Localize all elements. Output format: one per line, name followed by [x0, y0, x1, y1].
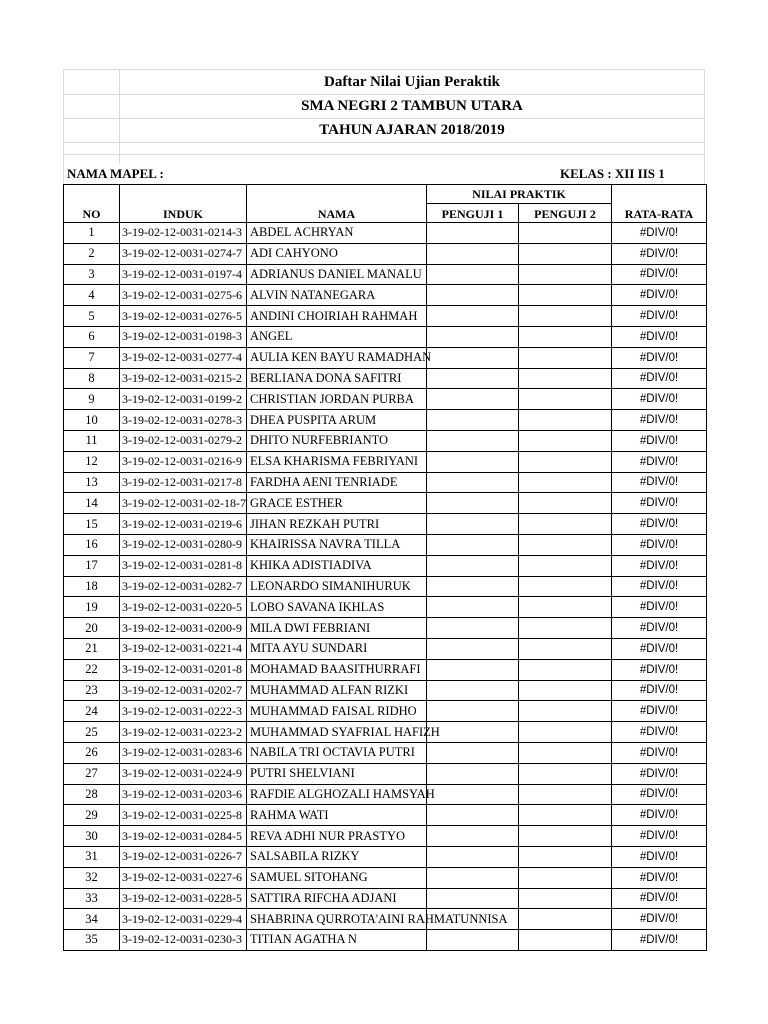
table-row	[64, 638, 707, 659]
row-no: 12	[64, 451, 120, 472]
row-penguji-1[interactable]	[427, 576, 519, 597]
row-penguji-2[interactable]	[519, 264, 612, 285]
row-nama: REVA ADHI NUR PRASTYO	[247, 826, 427, 847]
row-no: 14	[64, 493, 120, 514]
table-row	[64, 514, 707, 535]
row-penguji-2[interactable]	[519, 722, 612, 743]
row-penguji-2[interactable]	[519, 285, 612, 306]
row-penguji-2[interactable]	[519, 555, 612, 576]
row-penguji-2[interactable]	[519, 846, 612, 867]
table-row	[64, 597, 707, 618]
row-nama: JIHAN REZKAH PUTRI	[247, 514, 427, 535]
table-row	[64, 223, 707, 244]
row-no: 18	[64, 576, 120, 597]
row-nama: SHABRINA QURROTA'AINI RAHMATUNNISA	[247, 909, 427, 930]
row-rata: #DIV/0!	[612, 638, 707, 659]
row-rata: #DIV/0!	[612, 285, 707, 306]
row-rata: #DIV/0!	[612, 909, 707, 930]
row-no: 25	[64, 722, 120, 743]
table-row	[64, 659, 707, 680]
info-bar	[63, 164, 705, 184]
row-induk: 3-19-02-12-0031-0225-8	[120, 805, 247, 826]
row-penguji-1[interactable]	[427, 805, 519, 826]
row-induk: 3-19-02-12-0031-0229-4	[120, 909, 247, 930]
row-induk: 3-19-02-12-0031-0227-6	[120, 867, 247, 888]
row-penguji-1[interactable]	[427, 742, 519, 763]
row-rata: #DIV/0!	[612, 389, 707, 410]
row-penguji-1[interactable]	[427, 451, 519, 472]
row-penguji-2[interactable]	[519, 763, 612, 784]
row-rata: #DIV/0!	[612, 347, 707, 368]
kelas-label: KELAS : XII IIS 1	[560, 166, 665, 181]
row-no: 26	[64, 742, 120, 763]
row-rata: #DIV/0!	[612, 514, 707, 535]
row-rata: #DIV/0!	[612, 368, 707, 389]
row-nama: TITIAN AGATHA N	[247, 930, 427, 951]
row-penguji-1[interactable]	[427, 659, 519, 680]
row-no: 27	[64, 763, 120, 784]
row-induk: 3-19-02-12-0031-0276-5	[120, 306, 247, 327]
row-penguji-2[interactable]	[519, 306, 612, 327]
row-no: 20	[64, 618, 120, 639]
row-rata: #DIV/0!	[612, 451, 707, 472]
table-row	[64, 306, 707, 327]
row-nama: CHRISTIAN JORDAN PURBA	[247, 389, 427, 410]
row-no: 17	[64, 555, 120, 576]
row-penguji-1[interactable]	[427, 784, 519, 805]
table-row	[64, 784, 707, 805]
row-induk: 3-19-02-12-0031-0215-2	[120, 368, 247, 389]
row-nama: AULIA KEN BAYU RAMADHAN	[247, 347, 427, 368]
row-no: 35	[64, 930, 120, 951]
row-penguji-2[interactable]	[519, 243, 612, 264]
row-penguji-1[interactable]	[427, 243, 519, 264]
row-rata: #DIV/0!	[612, 659, 707, 680]
row-induk: 3-19-02-12-0031-0217-8	[120, 472, 247, 493]
row-penguji-2[interactable]	[519, 326, 612, 347]
row-penguji-1[interactable]	[427, 410, 519, 431]
row-rata: #DIV/0!	[612, 223, 707, 244]
row-nama: LEONARDO SIMANIHURUK	[247, 576, 427, 597]
row-induk: 3-19-02-12-0031-0216-9	[120, 451, 247, 472]
row-rata: #DIV/0!	[612, 410, 707, 431]
row-induk: 3-19-02-12-0031-02-18-7	[120, 493, 247, 514]
row-induk: 3-19-02-12-0031-0202-7	[120, 680, 247, 701]
table-row	[64, 826, 707, 847]
row-rata: #DIV/0!	[612, 784, 707, 805]
table-row	[64, 763, 707, 784]
row-rata: #DIV/0!	[612, 493, 707, 514]
table-row	[64, 264, 707, 285]
header-penguji-1: PENGUJI 1	[427, 204, 519, 223]
row-no: 24	[64, 701, 120, 722]
row-penguji-1[interactable]	[427, 618, 519, 639]
row-no: 34	[64, 909, 120, 930]
table-row	[64, 576, 707, 597]
row-induk: 3-19-02-12-0031-0275-6	[120, 285, 247, 306]
table-row	[64, 451, 707, 472]
row-induk: 3-19-02-12-0031-0280-9	[120, 534, 247, 555]
row-penguji-1[interactable]	[427, 472, 519, 493]
row-rata: #DIV/0!	[612, 867, 707, 888]
row-induk: 3-19-02-12-0031-0198-3	[120, 326, 247, 347]
grade-table	[63, 184, 707, 951]
table-row	[64, 368, 707, 389]
header-nama: NAMA	[247, 185, 427, 223]
table-row	[64, 326, 707, 347]
row-penguji-2[interactable]	[519, 784, 612, 805]
row-induk: 3-19-02-12-0031-0274-7	[120, 243, 247, 264]
row-penguji-1[interactable]	[427, 597, 519, 618]
row-penguji-2[interactable]	[519, 597, 612, 618]
table-row	[64, 867, 707, 888]
row-no: 15	[64, 514, 120, 535]
row-nama: BERLIANA DONA SAFITRI	[247, 368, 427, 389]
row-nama: MUHAMMAD ALFAN RIZKI	[247, 680, 427, 701]
row-induk: 3-19-02-12-0031-0199-2	[120, 389, 247, 410]
row-rata: #DIV/0!	[612, 722, 707, 743]
table-row	[64, 805, 707, 826]
row-penguji-1[interactable]	[427, 701, 519, 722]
row-induk: 3-19-02-12-0031-0197-4	[120, 264, 247, 285]
row-penguji-1[interactable]	[427, 223, 519, 244]
row-induk: 3-19-02-12-0031-0201-8	[120, 659, 247, 680]
row-penguji-2[interactable]	[519, 410, 612, 431]
table-row	[64, 555, 707, 576]
row-penguji-2[interactable]	[519, 638, 612, 659]
row-induk: 3-19-02-12-0031-0277-4	[120, 347, 247, 368]
row-nama: DHEA PUSPITA ARUM	[247, 410, 427, 431]
row-penguji-2[interactable]	[519, 223, 612, 244]
row-no: 7	[64, 347, 120, 368]
header-rata: RATA-RATA	[612, 185, 707, 223]
header-nilai-praktik: NILAI PRAKTIK	[427, 185, 612, 204]
row-no: 19	[64, 597, 120, 618]
row-penguji-2[interactable]	[519, 514, 612, 535]
row-no: 21	[64, 638, 120, 659]
row-no: 30	[64, 826, 120, 847]
row-penguji-1[interactable]	[427, 285, 519, 306]
row-nama: MITA AYU SUNDARI	[247, 638, 427, 659]
row-no: 23	[64, 680, 120, 701]
row-induk: 3-19-02-12-0031-0220-5	[120, 597, 247, 618]
row-induk: 3-19-02-12-0031-0223-2	[120, 722, 247, 743]
row-induk: 3-19-02-12-0031-0226-7	[120, 846, 247, 867]
row-no: 10	[64, 410, 120, 431]
table-row	[64, 243, 707, 264]
row-induk: 3-19-02-12-0031-0203-6	[120, 784, 247, 805]
row-rata: #DIV/0!	[612, 243, 707, 264]
row-penguji-2[interactable]	[519, 534, 612, 555]
row-induk: 3-19-02-12-0031-0279-2	[120, 430, 247, 451]
header-penguji-2: PENGUJI 2	[519, 204, 612, 223]
row-penguji-2[interactable]	[519, 659, 612, 680]
row-penguji-1[interactable]	[427, 638, 519, 659]
row-penguji-2[interactable]	[519, 368, 612, 389]
row-penguji-1[interactable]	[427, 826, 519, 847]
row-rata: #DIV/0!	[612, 264, 707, 285]
row-no: 16	[64, 534, 120, 555]
student-rows	[64, 223, 707, 951]
table-row	[64, 389, 707, 410]
row-rata: #DIV/0!	[612, 826, 707, 847]
row-no: 28	[64, 784, 120, 805]
table-row	[64, 909, 707, 930]
row-induk: 3-19-02-12-0031-0219-6	[120, 514, 247, 535]
row-penguji-2[interactable]	[519, 826, 612, 847]
table-row	[64, 701, 707, 722]
row-nama: RAHMA WATI	[247, 805, 427, 826]
row-nama: GRACE ESTHER	[247, 493, 427, 514]
row-penguji-1[interactable]	[427, 846, 519, 867]
row-rata: #DIV/0!	[612, 618, 707, 639]
row-penguji-2[interactable]	[519, 742, 612, 763]
row-penguji-1[interactable]	[427, 534, 519, 555]
row-nama: ANGEL	[247, 326, 427, 347]
row-rata: #DIV/0!	[612, 555, 707, 576]
table-row	[64, 534, 707, 555]
title-line-1: Daftar Nilai Ujian Peraktik	[324, 74, 500, 90]
row-induk: 3-19-02-12-0031-0284-5	[120, 826, 247, 847]
row-penguji-2[interactable]	[519, 430, 612, 451]
table-row	[64, 618, 707, 639]
row-penguji-1[interactable]	[427, 326, 519, 347]
row-penguji-2[interactable]	[519, 451, 612, 472]
row-nama: MOHAMAD BAASITHURRAFI	[247, 659, 427, 680]
row-induk: 3-19-02-12-0031-0221-4	[120, 638, 247, 659]
row-rata: #DIV/0!	[612, 430, 707, 451]
grade-sheet	[63, 69, 705, 951]
row-nama: LOBO SAVANA IKHLAS	[247, 597, 427, 618]
row-nama: NABILA TRI OCTAVIA PUTRI	[247, 742, 427, 763]
title-line-3: TAHUN AJARAN 2018/2019	[319, 122, 505, 138]
table-row	[64, 680, 707, 701]
row-nama: RAFDIE ALGHOZALI HAMSYAH	[247, 784, 427, 805]
row-no: 1	[64, 223, 120, 244]
row-no: 9	[64, 389, 120, 410]
row-induk: 3-19-02-12-0031-0214-3	[120, 223, 247, 244]
table-row	[64, 888, 707, 909]
row-penguji-2[interactable]	[519, 347, 612, 368]
row-penguji-2[interactable]	[519, 618, 612, 639]
row-penguji-1[interactable]	[427, 888, 519, 909]
row-induk: 3-19-02-12-0031-0230-3	[120, 930, 247, 951]
row-rata: #DIV/0!	[612, 306, 707, 327]
row-penguji-1[interactable]	[427, 555, 519, 576]
title-block	[63, 69, 705, 164]
row-no: 2	[64, 243, 120, 264]
row-no: 11	[64, 430, 120, 451]
row-nama: DHITO NURFEBRIANTO	[247, 430, 427, 451]
row-penguji-1[interactable]	[427, 430, 519, 451]
table-row	[64, 846, 707, 867]
row-rata: #DIV/0!	[612, 597, 707, 618]
row-nama: SATTIRA RIFCHA ADJANI	[247, 888, 427, 909]
row-penguji-1[interactable]	[427, 347, 519, 368]
row-induk: 3-19-02-12-0031-0200-9	[120, 618, 247, 639]
row-nama: MUHAMMAD SYAFRIAL HAFIZH	[247, 722, 427, 743]
row-induk: 3-19-02-12-0031-0224-9	[120, 763, 247, 784]
title-line-2: SMA NEGRI 2 TAMBUN UTARA	[301, 98, 523, 114]
row-nama: ALVIN NATANEGARA	[247, 285, 427, 306]
row-induk: 3-19-02-12-0031-0222-3	[120, 701, 247, 722]
row-nama: ABDEL ACHRYAN	[247, 223, 427, 244]
row-nama: KHAIRISSA NAVRA TILLA	[247, 534, 427, 555]
row-penguji-2[interactable]	[519, 888, 612, 909]
row-penguji-1[interactable]	[427, 493, 519, 514]
row-rata: #DIV/0!	[612, 701, 707, 722]
row-induk: 3-19-02-12-0031-0228-5	[120, 888, 247, 909]
row-no: 32	[64, 867, 120, 888]
row-penguji-2[interactable]	[519, 472, 612, 493]
row-no: 29	[64, 805, 120, 826]
row-rata: #DIV/0!	[612, 472, 707, 493]
row-rata: #DIV/0!	[612, 930, 707, 951]
row-rata: #DIV/0!	[612, 534, 707, 555]
row-no: 31	[64, 846, 120, 867]
row-rata: #DIV/0!	[612, 805, 707, 826]
table-row	[64, 472, 707, 493]
row-no: 5	[64, 306, 120, 327]
table-row	[64, 410, 707, 431]
table-row	[64, 742, 707, 763]
row-nama: ANDINI CHOIRIAH RAHMAH	[247, 306, 427, 327]
row-penguji-1[interactable]	[427, 389, 519, 410]
row-nama: MILA DWI FEBRIANI	[247, 618, 427, 639]
row-no: 6	[64, 326, 120, 347]
table-row	[64, 930, 707, 951]
row-no: 8	[64, 368, 120, 389]
row-nama: ELSA KHARISMA FEBRIYANI	[247, 451, 427, 472]
row-rata: #DIV/0!	[612, 326, 707, 347]
row-no: 4	[64, 285, 120, 306]
row-rata: #DIV/0!	[612, 888, 707, 909]
row-penguji-2[interactable]	[519, 680, 612, 701]
row-nama: KHIKA ADISTIADIVA	[247, 555, 427, 576]
row-nama: FARDHA AENI TENRIADE	[247, 472, 427, 493]
row-no: 13	[64, 472, 120, 493]
row-nama: ADI CAHYONO	[247, 243, 427, 264]
row-rata: #DIV/0!	[612, 576, 707, 597]
row-nama: SALSABILA RIZKY	[247, 846, 427, 867]
row-penguji-2[interactable]	[519, 701, 612, 722]
row-no: 33	[64, 888, 120, 909]
row-penguji-2[interactable]	[519, 867, 612, 888]
row-induk: 3-19-02-12-0031-0282-7	[120, 576, 247, 597]
row-induk: 3-19-02-12-0031-0281-8	[120, 555, 247, 576]
row-rata: #DIV/0!	[612, 763, 707, 784]
row-penguji-1[interactable]	[427, 722, 519, 743]
row-nama: ADRIANUS DANIEL MANALU	[247, 264, 427, 285]
row-no: 3	[64, 264, 120, 285]
row-penguji-2[interactable]	[519, 493, 612, 514]
row-penguji-1[interactable]	[427, 763, 519, 784]
table-row	[64, 722, 707, 743]
row-penguji-2[interactable]	[519, 389, 612, 410]
row-penguji-1[interactable]	[427, 867, 519, 888]
row-rata: #DIV/0!	[612, 742, 707, 763]
row-rata: #DIV/0!	[612, 680, 707, 701]
row-penguji-1[interactable]	[427, 514, 519, 535]
row-induk: 3-19-02-12-0031-0283-6	[120, 742, 247, 763]
row-penguji-1[interactable]	[427, 306, 519, 327]
row-rata: #DIV/0!	[612, 846, 707, 867]
table-row	[64, 430, 707, 451]
table-row	[64, 347, 707, 368]
table-row	[64, 493, 707, 514]
row-induk: 3-19-02-12-0031-0278-3	[120, 410, 247, 431]
row-penguji-2[interactable]	[519, 805, 612, 826]
row-penguji-1[interactable]	[427, 930, 519, 951]
row-penguji-1[interactable]	[427, 264, 519, 285]
mapel-label: NAMA MAPEL :	[67, 166, 164, 181]
row-penguji-2[interactable]	[519, 909, 612, 930]
row-penguji-2[interactable]	[519, 576, 612, 597]
row-nama: PUTRI SHELVIANI	[247, 763, 427, 784]
row-penguji-2[interactable]	[519, 930, 612, 951]
row-nama: MUHAMMAD FAISAL RIDHO	[247, 701, 427, 722]
row-no: 22	[64, 659, 120, 680]
header-induk: INDUK	[120, 185, 247, 223]
header-no: NO	[64, 185, 120, 223]
table-row	[64, 285, 707, 306]
row-penguji-1[interactable]	[427, 368, 519, 389]
row-nama: SAMUEL SITOHANG	[247, 867, 427, 888]
row-penguji-1[interactable]	[427, 680, 519, 701]
